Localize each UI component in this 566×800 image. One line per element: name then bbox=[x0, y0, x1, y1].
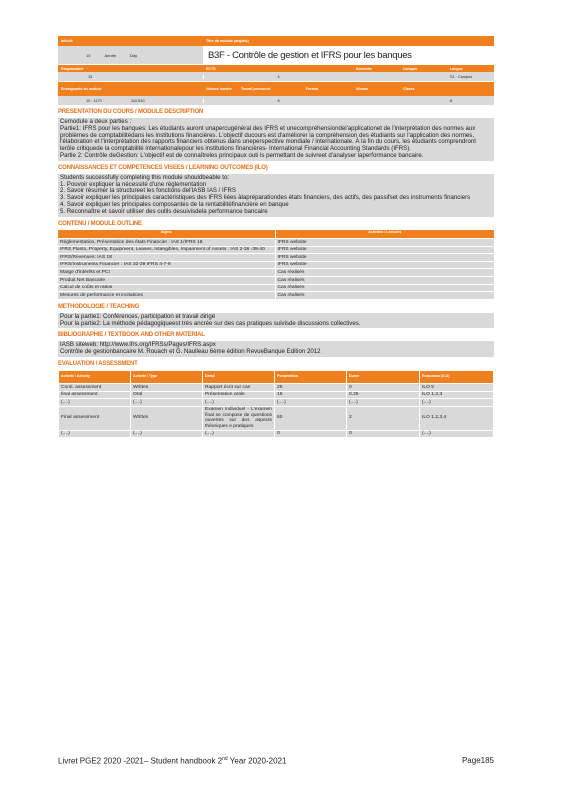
eval-weight: 15 bbox=[275, 391, 347, 399]
eval-header-duration: Durée bbox=[347, 371, 420, 384]
header-row3-values bbox=[58, 96, 494, 105]
row3-label-3: Travail personnel bbox=[241, 87, 271, 91]
row2-label-5: Langue bbox=[450, 66, 463, 71]
table-row bbox=[58, 254, 494, 262]
methodology-text bbox=[58, 313, 494, 329]
row2-value-1: 15 bbox=[88, 74, 93, 79]
row3-value-6: 8 bbox=[450, 98, 453, 103]
eval-activity: (....) bbox=[59, 430, 131, 438]
row3-label-5: Niveau bbox=[356, 87, 368, 91]
eval-ilo: (....) bbox=[420, 430, 494, 438]
presentation-heading: PRESENTATION DU COURS / MODULE DESCRIPTION bbox=[58, 109, 204, 115]
table-row bbox=[58, 292, 494, 300]
outline-activity: Cas réalisés bbox=[275, 292, 494, 300]
presentation-line: Partie 2: Contrôle deGestion: L'objectif est de connaîtreles principaux outi ls permettant de suivreet d'analyser laperformance bancaire. bbox=[60, 151, 424, 159]
eval-type: (....) bbox=[131, 430, 203, 438]
outline-activity: IFRS website bbox=[275, 246, 494, 254]
outline-activity: Cas réalisés bbox=[275, 277, 494, 285]
eval-type: (....) bbox=[131, 399, 203, 407]
eval-duration: 0.25 bbox=[347, 391, 420, 399]
header-top-label-1: Intitulé bbox=[61, 39, 73, 43]
eval-type: Oral bbox=[131, 391, 203, 399]
presentation-text bbox=[58, 118, 494, 161]
footer-title-sup: nd bbox=[222, 756, 228, 762]
eval-activity: (....) bbox=[59, 399, 131, 407]
eval-activity: Final assessment bbox=[59, 406, 131, 430]
eval-duration: 0 bbox=[347, 384, 420, 392]
outcomes-text bbox=[58, 174, 494, 217]
row3-value-2: 110.510 bbox=[131, 98, 145, 103]
table-row bbox=[59, 399, 494, 407]
row2-label-1: Responsable bbox=[61, 66, 84, 71]
eval-duration: 0 bbox=[347, 430, 420, 438]
table-row bbox=[59, 384, 494, 392]
eval-header-type: Activité / Type bbox=[131, 371, 203, 384]
bibliography-heading: BIBLIOGRAPHIE / TEXTBOOK AND OTHER MATERIAL bbox=[58, 332, 205, 339]
table-row bbox=[58, 269, 494, 277]
module-title-row bbox=[58, 46, 494, 64]
row2-label-3: Semestre bbox=[356, 66, 373, 71]
header-row3-bar bbox=[58, 82, 494, 96]
module-code-cell bbox=[58, 46, 203, 64]
module-title: B3F - Contrôle de gestion et IFRS pour les banques bbox=[203, 46, 494, 64]
outline-activity: Cas réalisés bbox=[275, 269, 494, 277]
eval-detail: (....) bbox=[203, 399, 275, 407]
eval-duration: 2 bbox=[347, 406, 420, 430]
outline-activity: IFRS website bbox=[275, 239, 494, 247]
outline-header-row bbox=[58, 230, 494, 239]
header-row2-values bbox=[58, 72, 494, 81]
footer-handbook-title bbox=[58, 756, 286, 766]
eval-detail: Présentation orale bbox=[203, 391, 275, 399]
eval-header-weight: Pondération bbox=[275, 371, 347, 384]
row2-value-5: S1 · Campus bbox=[450, 74, 473, 79]
eval-header-ilo: Evaluation (ILO) bbox=[420, 371, 494, 384]
eval-activity: Conti. assessment bbox=[59, 384, 131, 392]
row2-label-2: ECTS bbox=[206, 66, 216, 71]
table-row bbox=[58, 284, 494, 292]
evaluation-heading: EVALUATION / ASSESSMENT bbox=[58, 361, 138, 367]
eval-ilo: ILO 1,2,3 bbox=[420, 391, 494, 399]
outline-activity: IFRS website bbox=[275, 254, 494, 262]
evaluation-table bbox=[58, 370, 494, 438]
eval-header-activity: Activité / Activity bbox=[59, 371, 131, 384]
outcome-line: 5. Reconnaître et savoir utiliser des outils desuivisdela performance bancaire bbox=[60, 207, 268, 215]
outline-topic: Mesures de performance et incitations bbox=[58, 292, 275, 300]
bibliography-line: Contrôle de gestionbancaire M. Rouach et G. Naulleau 6ème édition RevueBanque Edition 2012 bbox=[60, 348, 321, 356]
outcome-line: 2. Savoir résumer la structureet les fonctions del'IASB IAS / IFRS bbox=[60, 187, 236, 195]
row3-value-1: 10 · 1170 bbox=[86, 98, 102, 103]
eval-weight: 25 bbox=[275, 384, 347, 392]
outline-header-topics: Sujets bbox=[58, 230, 275, 239]
outline-header-activities: Activités / Lectures bbox=[275, 230, 494, 239]
table-row bbox=[59, 430, 494, 438]
table-row bbox=[58, 239, 494, 247]
page bbox=[58, 36, 494, 438]
eval-detail: Examen individuel - L'examen final se compose de questions ouvertes sur des aspects théoriques e pratiques bbox=[203, 406, 275, 430]
eval-header-detail: Détail bbox=[203, 371, 275, 384]
eval-type: Written bbox=[131, 384, 203, 392]
methodology-heading: METHODOLOGIE / TEACHING bbox=[58, 303, 140, 310]
outline-topic: Réglementation, Présentation des états Financier : IAS 1/IFRS 18 bbox=[58, 239, 275, 247]
eval-weight: (....) bbox=[275, 399, 347, 407]
eval-ilo: ILO 1,2,3,4 bbox=[420, 406, 494, 430]
row2-value-2: 4 bbox=[203, 75, 353, 79]
outline-topic: Marge d'intérêts et PCI bbox=[58, 269, 275, 277]
methodology-line: Pour la partie2: La méthode pédagogiqueest très ancrée sur des cas pratiques suivisde discussions collectives. bbox=[60, 319, 361, 327]
eval-ilo: (....) bbox=[420, 399, 494, 407]
eval-detail: Rapport écrit sur cas bbox=[203, 384, 275, 392]
bibliography-link[interactable]: IASB siteweb: http://www.ifrs.org/IFRSs/Pages/IFRS.aspx bbox=[60, 341, 216, 349]
eval-weight: 0 bbox=[275, 430, 347, 438]
presentation-line: Partie1: IFRS pour les banques: Les étudiants auront unapercugénéral des IFRS et unecompréhensiondel'applicationet de l'interprétation des normes aux problèmes de comptabilitédans les institutions financières. L'objectif ducours est d'améliorer la compréhension des étudiants sur l'application des normes, l'élaboration et l'interprétation des rapports financiers obtenus dans uneperspective mondiale / internationale. À la fin du cours, les étudiants comprendront lerôle critiquede la comptabilité internationalepour les institutions financières- International Financial Accounting Standards (IFRS). bbox=[60, 124, 476, 153]
module-code: 15 bbox=[86, 52, 91, 58]
row3-label-4: Format bbox=[306, 87, 319, 91]
outline-topic: IFRS/Instruments Financier : IAS 32-39 IFRS 4-7-9 bbox=[58, 261, 275, 269]
row3-label-2: Volume horaire bbox=[206, 87, 232, 91]
eval-duration: (....) bbox=[347, 399, 420, 407]
footer-title-part: Livret PGE2 2020 -2021– Student handbook 2 bbox=[58, 756, 223, 766]
outcome-line: 3. Savoir expliquer les principales caractéristiques des IFRS liées àlapréparationdes états financiers, des actifs, des passifset des instruments financiers bbox=[60, 194, 471, 202]
presentation-line: Cemodule a deux parties : bbox=[60, 118, 132, 125]
outline-table bbox=[58, 230, 494, 300]
outcome-line: 4. Savoir expliquer les principales composantes de la rentabilitéfinancière en banque bbox=[60, 200, 289, 208]
module-day: Day bbox=[130, 52, 138, 58]
footer-title-part: Year 2020-2021 bbox=[227, 756, 287, 766]
header-row2-bar bbox=[58, 65, 494, 72]
eval-activity: final assessment bbox=[59, 391, 131, 399]
table-row bbox=[58, 246, 494, 254]
table-row bbox=[59, 391, 494, 399]
methodology-line: Pour la partie1: Conférences, participation et travail dirigé bbox=[60, 312, 216, 320]
outline-topic: IFRS Plants, Property, Equipment, Leases, Intangibles, Impairment of Assets : IAS 2-36 -38-40 bbox=[58, 246, 275, 254]
eval-detail: (....) bbox=[203, 430, 275, 438]
outline-heading: CONTENU / MODULE OUTLINE bbox=[58, 220, 142, 227]
bibliography-text bbox=[58, 341, 494, 357]
header-top-label-2: Titre du module (anglais) bbox=[206, 39, 249, 43]
table-row bbox=[58, 261, 494, 269]
eval-type: Written bbox=[131, 406, 203, 430]
outcome-line: Students successfully completing this module shouldbeable to: bbox=[60, 173, 230, 181]
outline-activity: Cas réalisés bbox=[275, 284, 494, 292]
row2-label-4: Campus bbox=[403, 66, 418, 71]
outline-topic: IFRS/Revenues: IAS 18 bbox=[58, 254, 275, 262]
row3-label-6: Classe bbox=[403, 87, 415, 91]
outline-topic: Calcul de coûts et ratios bbox=[58, 284, 275, 292]
outline-activity: IFRS website bbox=[275, 261, 494, 269]
page-number: Page185 bbox=[461, 756, 494, 765]
evaluation-header-row bbox=[59, 371, 494, 384]
outline-topic: Produit Net Bancaire bbox=[58, 277, 275, 285]
module-year: Année bbox=[104, 52, 117, 58]
page-footer bbox=[58, 756, 494, 766]
row3-label-1: Enseignants du module bbox=[61, 87, 102, 91]
header-top-bar bbox=[58, 36, 494, 46]
outcome-line: 1. Pouvoir expliquer la nécessité d'une réglementation bbox=[60, 180, 207, 188]
table-row bbox=[58, 277, 494, 285]
eval-weight: 60 bbox=[275, 406, 347, 430]
table-row bbox=[59, 406, 494, 430]
row3-value-3: 8 bbox=[203, 99, 353, 103]
outcomes-heading: CONNAISSANCES ET COMPETENCES VISEES / LEARNING OUTCOMES (ILO) bbox=[58, 164, 268, 171]
eval-ilo: ILO 5 bbox=[420, 384, 494, 392]
